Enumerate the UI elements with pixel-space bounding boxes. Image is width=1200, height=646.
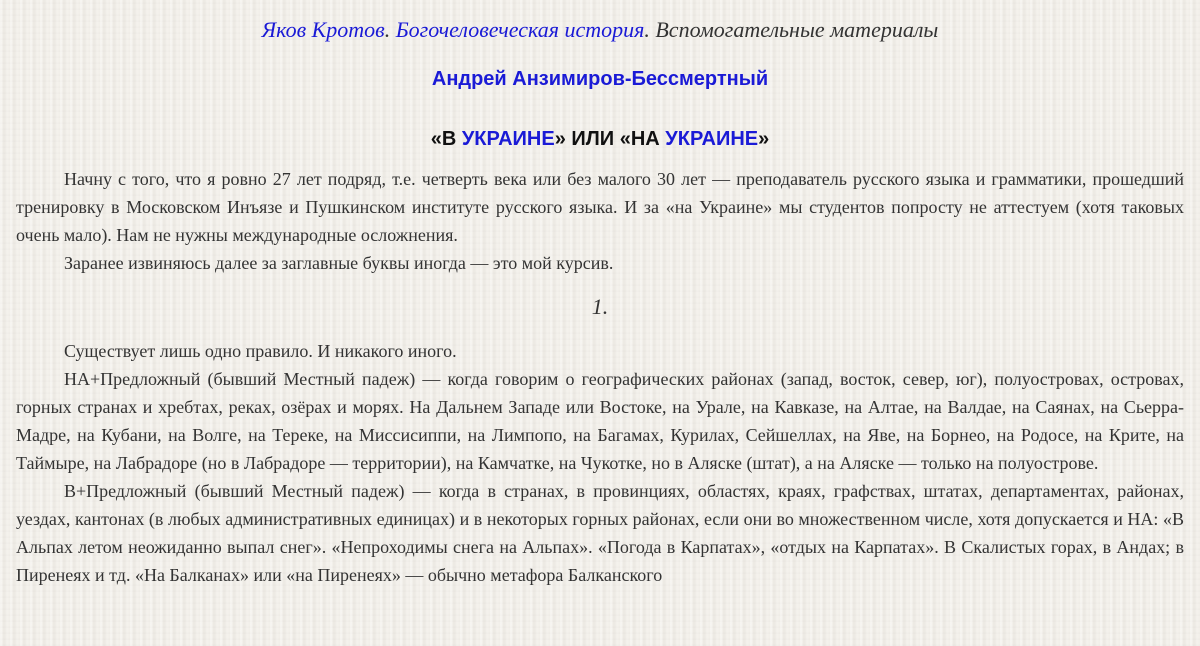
site-title	[16, 16, 1184, 44]
paragraph: Начну с того, что я ровно 27 лет подряд, т.е. четверть века или без малого 30 лет — преподаватель русского языка и грамматики, прошедший тренировку в Московском Инъязе и Пушкинском институте русского языка. И за «на Украине» мы студентов попросту не аттестуем (хотя таковых очень мало). Нам не нужны международные осложнения.	[16, 169, 1184, 245]
paragraph: Существует лишь одно правило. И никакого иного.	[64, 341, 457, 361]
title-part-3: »	[758, 128, 770, 150]
article-title	[16, 126, 1184, 152]
title-ukraine-1: УКРАИНЕ	[461, 128, 555, 150]
author-home-link[interactable]: Яков Кротов	[261, 17, 385, 42]
title-part-2: » ИЛИ «НА	[554, 128, 666, 150]
history-link[interactable]: Богочеловеческая история	[395, 17, 645, 42]
paragraph: НА+Предложный (бывший Местный падеж) — когда говорим о географических районах (запад, восток, север, юг), полуостровах, островах, горных странах и хребтах, реках, озёрах и морях. На Дальнем Западе или Востоке, на Урале, на Кавказе, на Алтае, на Валдае, на Саянах, на Сьерра-Мадре, на Кубани, на Волге, на Тереке, на Миссисиппи, на Лимпопо, на Багамах, Курилах, Сейшеллах, на Яве, на Борнео, на Родосе, на Крите, на Таймыре, на Лабрадоре (но в Лабрадоре — территории), на Камчатке, на Чукотке, но в Аляске (штат), а на Аляске — только на полуострове.	[16, 369, 1184, 473]
paragraph: В+Предложный (бывший Местный падеж) — когда в странах, в провинциях, областях, краях, графствах, штатах, департаментах, районах, уездах, кантонах (в любых административных единицах) и в некоторых горных районах, если они во множественном числе, хотя допускается и НА: «В Альпах летом неожиданно выпал снег». «Непроходимы снега на Альпах». «Погода в Карпатах», «отдых на Карпатах». В Скалистых горах, в Андах; в Пиренеях и тд. «На Балканах» или «на Пиренеях» — обычно метафора Балканского	[16, 481, 1184, 585]
article-body	[16, 165, 1184, 589]
title-rest: . Вспомогательные материалы	[644, 17, 939, 42]
title-part-1: «В	[430, 128, 462, 150]
article-author: Андрей Анзимиров-Бессмертный	[431, 68, 769, 90]
title-ukraine-2: УКРАИНЕ	[665, 128, 759, 150]
title-separator: .	[384, 17, 396, 42]
paragraph: Заранее извиняюсь далее за заглавные буквы иногда — это мой курсив.	[64, 253, 614, 273]
section-number: 1.	[591, 294, 609, 319]
page	[0, 16, 1200, 646]
